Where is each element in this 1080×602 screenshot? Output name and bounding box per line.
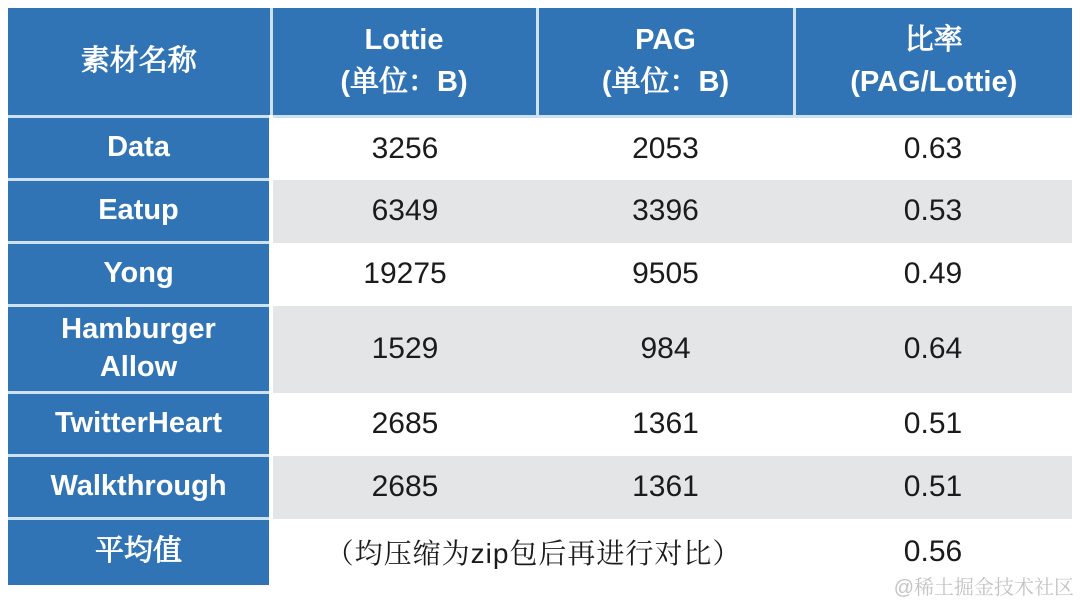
lottie-size-cell: 2685 <box>271 393 537 456</box>
material-name-cell: Hamburger Allow <box>8 306 271 393</box>
pag-size-cell: 3396 <box>537 180 794 243</box>
header-pag <box>537 8 794 117</box>
ratio-cell: 0.51 <box>794 456 1072 519</box>
table-row <box>8 393 1072 456</box>
header-label: 比率 <box>904 24 963 57</box>
table-row <box>8 180 1072 243</box>
material-name-cell: Data <box>8 117 271 180</box>
material-name-cell: Eatup <box>8 180 271 243</box>
average-label-cell: 平均值 <box>8 519 271 585</box>
header-lottie <box>271 8 537 117</box>
material-name-cell: Yong <box>8 243 271 306</box>
header-material-name <box>8 8 271 117</box>
pag-size-cell: 1361 <box>537 456 794 519</box>
header-ratio <box>794 8 1072 117</box>
lottie-size-cell: 2685 <box>271 456 537 519</box>
material-name-cell: TwitterHeart <box>8 393 271 456</box>
lottie-size-cell: 3256 <box>271 117 537 180</box>
header-sublabel: (单位：B) <box>340 65 468 98</box>
table-row <box>8 456 1072 519</box>
header-label: Lottie <box>364 24 444 57</box>
ratio-cell: 0.49 <box>794 243 1072 306</box>
watermark-text: @稀土掘金技术社区 <box>893 577 1074 599</box>
pag-size-cell: 9505 <box>537 243 794 306</box>
table-row <box>8 243 1072 306</box>
lottie-pag-comparison-table <box>8 8 1072 585</box>
comparison-note-cell: （均压缩为zip包后再进行对比） <box>271 519 794 585</box>
pag-size-cell: 1361 <box>537 393 794 456</box>
table-row <box>8 117 1072 180</box>
ratio-cell: 0.63 <box>794 117 1072 180</box>
ratio-cell: 0.51 <box>794 393 1072 456</box>
lottie-size-cell: 6349 <box>271 180 537 243</box>
average-ratio-cell: 0.56 <box>794 519 1072 585</box>
header-label: 素材名称 <box>80 44 197 77</box>
pag-size-cell: 984 <box>537 306 794 393</box>
material-name-cell: Walkthrough <box>8 456 271 519</box>
ratio-cell: 0.53 <box>794 180 1072 243</box>
header-row <box>8 8 1072 117</box>
pag-size-cell: 2053 <box>537 117 794 180</box>
lottie-size-cell: 1529 <box>271 306 537 393</box>
lottie-size-cell: 19275 <box>271 243 537 306</box>
header-sublabel: (单位：B) <box>601 65 730 98</box>
header-sublabel: (PAG/Lottie) <box>850 65 1018 98</box>
table-row <box>8 306 1072 393</box>
ratio-cell: 0.64 <box>794 306 1072 393</box>
header-label: PAG <box>635 24 696 57</box>
